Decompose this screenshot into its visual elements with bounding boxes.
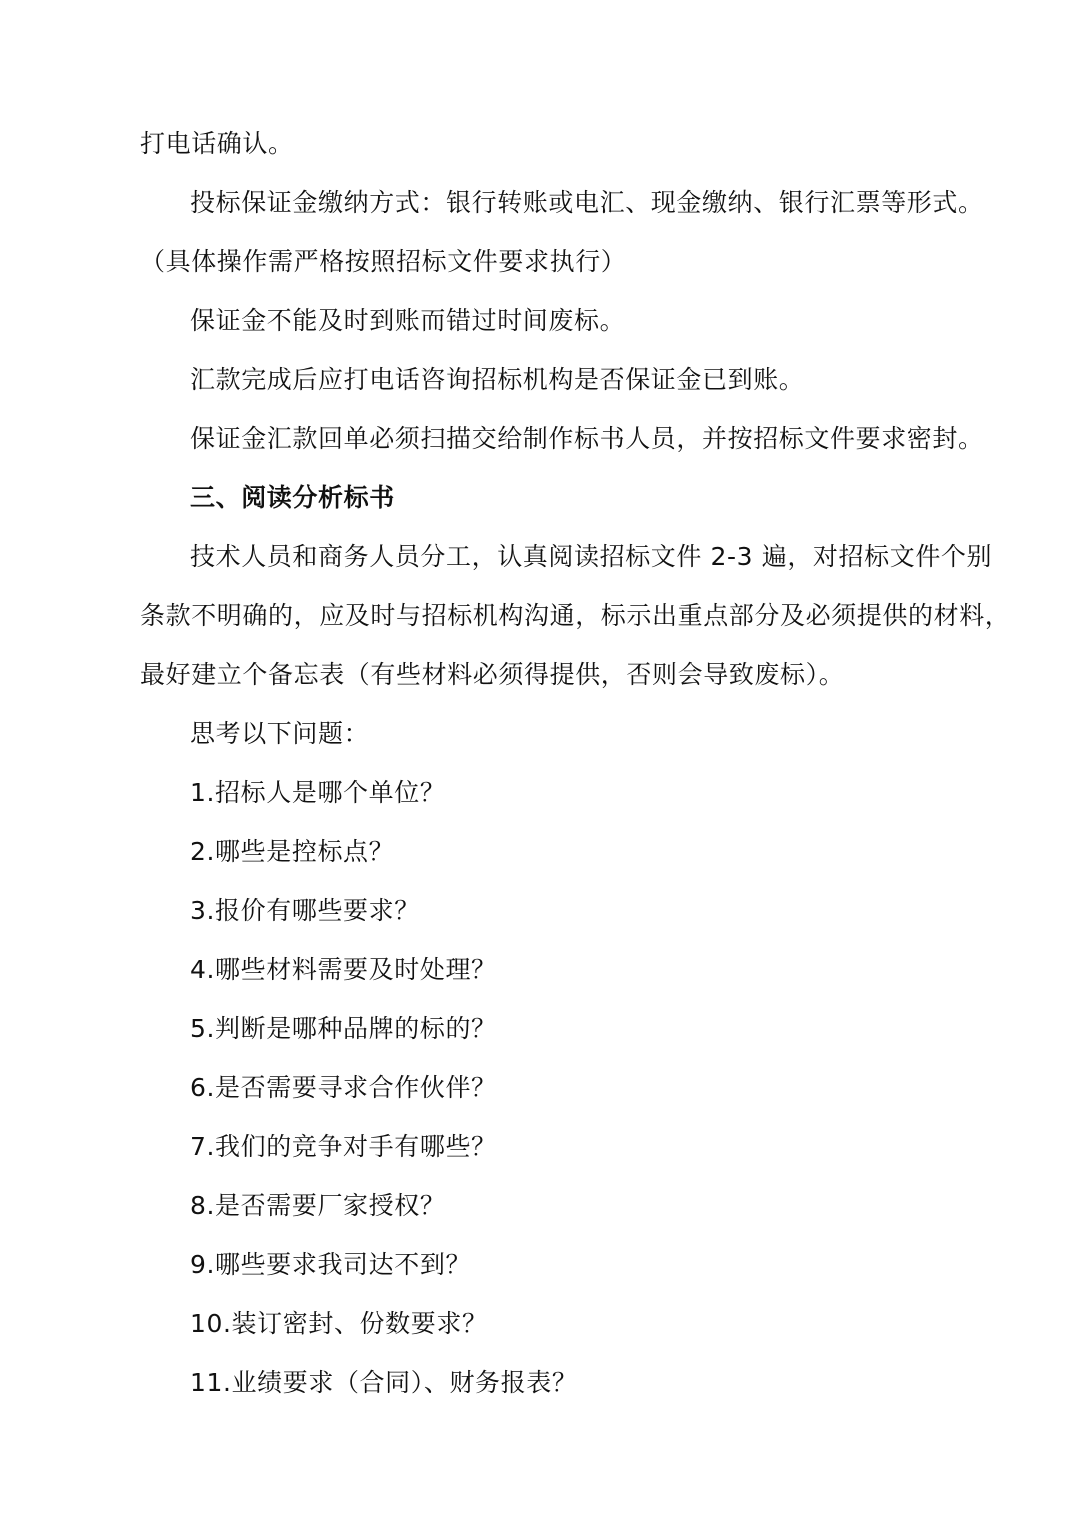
question-item: 1.招标人是哪个单位？ (190, 778, 446, 807)
question-item: 6.是否需要寻求合作伙伴？ (190, 1073, 497, 1102)
paragraph-analysis-line2: 条款不明确的，应及时与招标机构沟通，标示出重点部分及必须提供的材料， (140, 601, 1011, 630)
paragraph-deposit-methods: 投标保证金缴纳方式：银行转账或电汇、现金缴纳、银行汇票等形式。 (190, 188, 984, 217)
paragraph-deposit-note: （具体操作需严格按照招标文件要求执行） (140, 247, 627, 276)
question-item: 5.判断是哪种品牌的标的？ (190, 1014, 497, 1043)
paragraph-deposit-late: 保证金不能及时到账而错过时间废标。 (190, 306, 626, 335)
question-item: 2.哪些是控标点？ (190, 837, 395, 866)
question-item: 9.哪些要求我司达不到？ (190, 1250, 472, 1279)
paragraph-analysis-line3: 最好建立个备忘表（有些材料必须得提供，否则会导致废标）。 (140, 660, 845, 689)
question-item: 4.哪些材料需要及时处理？ (190, 955, 497, 984)
section-heading: 三、阅读分析标书 (190, 483, 395, 512)
question-item: 3.报价有哪些要求？ (190, 896, 420, 925)
paragraph-deposit-receipt: 保证金汇款回单必须扫描交给制作标书人员，并按招标文件要求密封。 (190, 424, 984, 453)
paragraph-confirm-call: 打电话确认。 (140, 129, 294, 158)
paragraph-deposit-confirm: 汇款完成后应打电话咨询招标机构是否保证金已到账。 (190, 365, 805, 394)
paragraph-analysis-line1: 技术人员和商务人员分工，认真阅读招标文件 2-3 遍，对招标文件个别 (190, 542, 993, 571)
question-item: 8.是否需要厂家授权？ (190, 1191, 446, 1220)
questions-intro: 思考以下问题： (190, 719, 370, 748)
question-item: 10.装订密封、份数要求？ (190, 1309, 488, 1338)
question-item: 11.业绩要求（合同）、财务报表？ (190, 1368, 578, 1397)
question-item: 7.我们的竞争对手有哪些？ (190, 1132, 497, 1161)
